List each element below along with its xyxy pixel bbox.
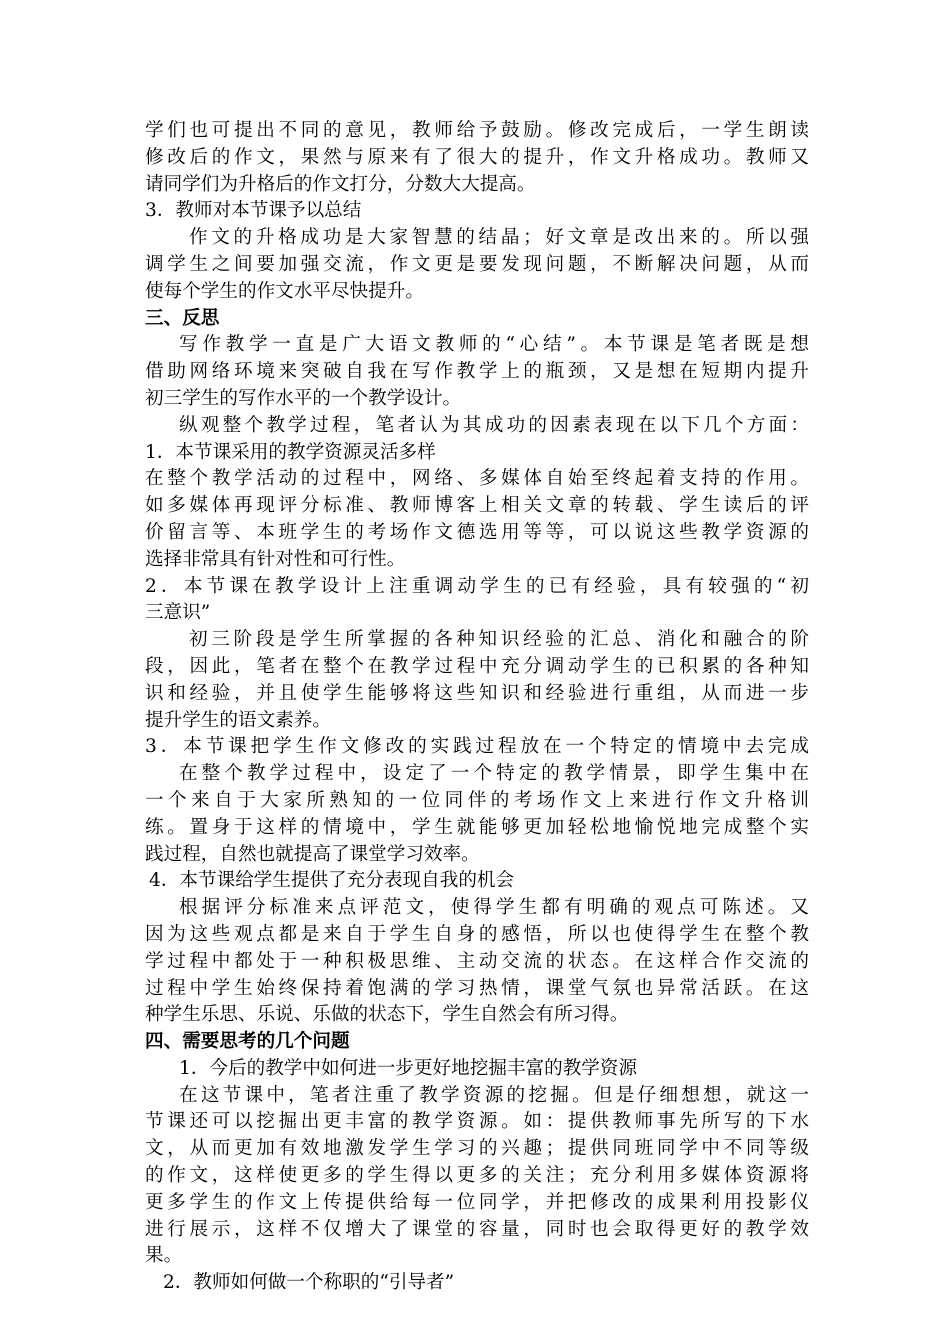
text-line: 识和经验，并且使学生能够将这些知识和经验进行重组，从而进一步 (145, 682, 809, 704)
text-line: 3．教师对本节课予以总结 (145, 200, 362, 222)
document-page (145, 118, 809, 1297)
text-line: 2．本节课在教学设计上注重调动学生的已有经验，具有较强的“初 (145, 575, 809, 597)
text-line: 践过程，自然也就提高了课堂学习效率。 (145, 843, 480, 865)
section-heading: 三、反思 (145, 307, 220, 329)
text-line: 在整个教学过程中，设定了一个特定的教学情景，即学生集中在 (179, 763, 809, 785)
text-line: 如多媒体再现评分标准、教师博客上相关文章的转载、学生读后的评 (145, 495, 809, 517)
text-line: 进行展示，这样不仅增大了课堂的容量，同时也会取得更好的教学效 (145, 1218, 809, 1240)
text-line: 1．本节课采用的教学资源灵活多样 (145, 441, 436, 463)
text-line: 写作教学一直是广大语文教师的“心结”。本节课是笔者既是想 (179, 334, 809, 356)
text-line: 4．本节课给学生提供了充分表现自我的机会 (149, 870, 515, 892)
text-line: 学们也可提出不同的意见，教师给予鼓励。修改完成后，一学生朗读 (145, 120, 809, 141)
text-line: 三意识” (145, 602, 211, 624)
text-line: 一个来自于大家所熟知的一位同伴的考场作文上来进行作文升格训 (145, 789, 809, 811)
text-line: 种学生乐思、乐说、乐做的状态下，学生自然会有所习得。 (145, 1004, 629, 1026)
text-line: 的作文，这样使更多的学生得以更多的关注；充分利用多媒体资源将 (145, 1165, 809, 1187)
text-line: 作文的升格成功是大家智慧的结晶；好文章是改出来的。所以强 (189, 227, 809, 249)
text-line: 纵观整个教学过程，笔者认为其成功的因素表现在以下几个方面： (179, 414, 809, 436)
section-heading: 四、需要思考的几个问题 (145, 1031, 350, 1053)
text-line: 根据评分标准来点评范文，使得学生都有明确的观点可陈述。又 (179, 897, 809, 919)
text-line: 选择非常具有针对性和可行性。 (145, 548, 406, 570)
text-line: 节课还可以挖掘出更丰富的教学资源。如：提供教师事先所写的下水 (145, 1111, 809, 1133)
text-line: 3．本节课把学生作文修改的实践过程放在一个特定的情境中去完成 (145, 736, 809, 758)
text-line: 学过程中都处于一种积极思维、主动交流的状态。在这样合作交流的 (145, 950, 809, 972)
text-line: 因为这些观点都是来自于学生自身的感悟，所以也使得学生在整个教 (145, 923, 809, 945)
text-line: 1．今后的教学中如何进一步更好地挖掘丰富的教学资源 (179, 1057, 638, 1079)
text-line: 提升学生的语文素养。 (145, 709, 331, 731)
text-line: 在整个教学活动的过程中，网络、多媒体自始至终起着支持的作用。 (145, 468, 809, 490)
text-line: 果。 (145, 1245, 183, 1267)
text-line: 段，因此，笔者在整个在教学过程中充分调动学生的已积累的各种知 (145, 655, 809, 677)
text-line: 请同学们为升格后的作文打分，分数大大提高。 (145, 173, 536, 195)
text-line: 过程中学生始终保持着饱满的学习热情，课堂气氛也异常活跃。在这 (145, 977, 809, 999)
text-line: 借助网络环境来突破自我在写作教学上的瓶颈，又是想在短期内提升 (145, 361, 809, 383)
text-line: 修改后的作文，果然与原来有了很大的提升，作文升格成功。教师又 (145, 146, 809, 168)
text-line: 价留言等、本班学生的考场作文德选用等等，可以说这些教学资源的 (145, 521, 809, 543)
text-line: 更多学生的作文上传提供给每一位同学，并把修改的成果利用投影仪 (145, 1191, 809, 1213)
text-line: 练。置身于这样的情境中，学生就能够更加轻松地愉悦地完成整个实 (145, 816, 809, 838)
text-line: 2．教师如何做一个称职的“引导者” (163, 1272, 455, 1294)
text-line: 使每个学生的作文水平尽快提升。 (145, 280, 424, 302)
text-line: 初三阶段是学生所掌握的各种知识经验的汇总、消化和融合的阶 (189, 629, 809, 651)
text-line: 在这节课中，笔者注重了教学资源的挖掘。但是仔细想想，就这一 (179, 1084, 809, 1106)
text-line: 文，从而更加有效地激发学生学习的兴趣；提供同班同学中不同等级 (145, 1138, 809, 1160)
text-line: 调学生之间要加强交流，作文更是要发现问题，不断解决问题，从而 (145, 253, 809, 275)
text-line: 初三学生的写作水平的一个教学设计。 (145, 387, 462, 409)
